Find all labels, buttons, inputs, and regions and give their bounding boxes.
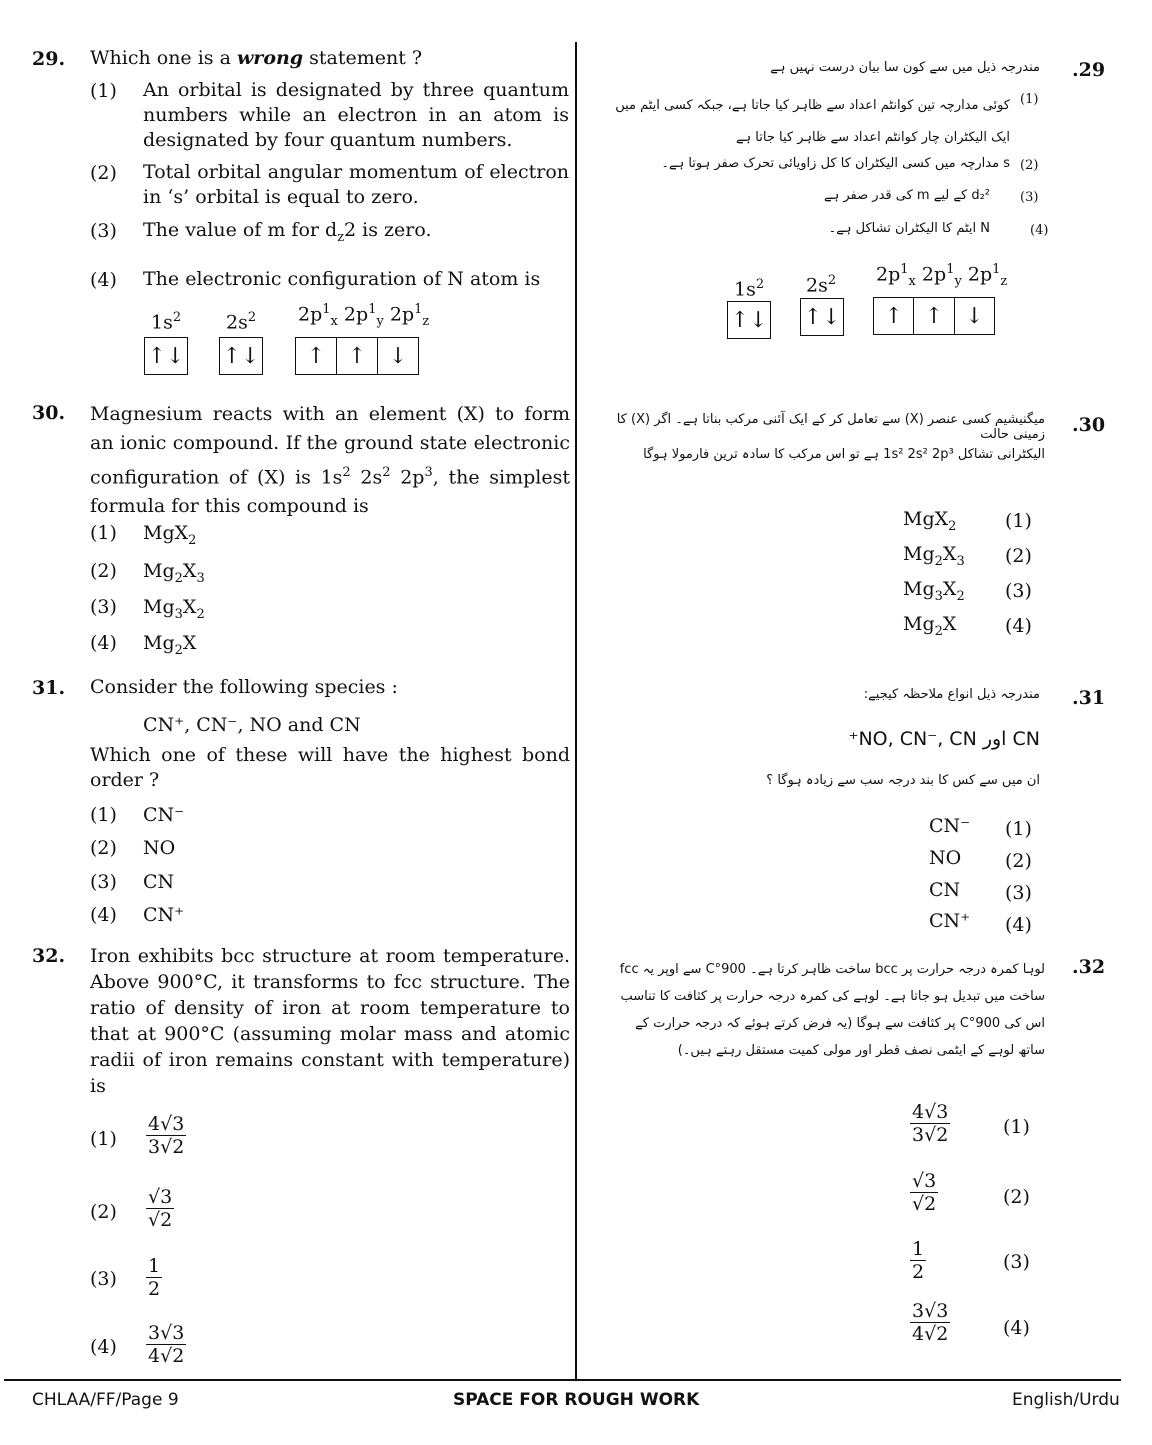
orbital-label-1s [151,310,181,333]
page-code: CHLAA/FF/Page 9 [32,1390,179,1410]
numerator: 4√3 [912,1101,949,1123]
orbital-box-2p [295,337,419,375]
option-text-part: The value of m for d [143,219,338,241]
label-text: 2s [806,274,828,297]
question-number-urdu: .29 [1072,59,1106,81]
orbital-label-1s [734,277,764,300]
option-text: CN [929,879,961,901]
subscript: 3 [934,588,943,604]
option-fraction [146,1255,162,1300]
option-number: (4) [1003,1317,1030,1339]
formula-part: Mg [143,596,175,618]
arrow-up-icon: ↑ [874,298,914,334]
option-number: (3) [1005,580,1032,602]
orbital-box-2s [219,337,263,375]
stem-text: 2p [390,466,425,489]
numerator: 4√3 [148,1113,185,1135]
denominator: 4√2 [912,1323,949,1345]
option-formula [143,522,196,548]
formula-part: X [942,543,957,565]
option-number: (2) [90,560,117,582]
formula-part: X [182,560,197,582]
question-stem-urdu: مندرجہ ذیل انواع ملاحظہ کیجیے: [863,687,1040,702]
option-text-urdu: d₂² کے لیے m کی قدر صفر ہے [824,188,990,203]
question-stem-urdu: میگنیشیم کسی عنصر (X) سے تعامل کر کے ایک آئنی مرکب بناتا ہے۔ اگر (X) کا زمینی حالت [616,412,1045,442]
stem-text: statement ? [303,47,423,69]
subscript: z [337,229,345,245]
superscript: 2 [382,465,391,480]
orbital-box-2s [800,298,844,336]
option-formula [903,508,956,534]
numerator: 3√3 [148,1322,185,1344]
arrow-pair-icon: ↑↓ [222,343,260,369]
option-text: An orbital is designated by three quantum numbers while an electron in an atom is designated by four quantum numbers. [143,79,569,151]
option-number: (3) [1020,190,1039,205]
option-number: (1) [90,1128,117,1150]
option-number: (2) [1005,545,1032,567]
species-list: CN⁺, CN⁻, NO and CN [143,714,361,736]
option-text-urdu: N ایٹم کا الیکٹران تشاکل ہے۔ [828,221,990,236]
orbital-box-1s [144,337,188,375]
subscript: 2 [934,623,943,639]
arrow-up-icon: ↑ [296,338,337,374]
option-fraction [910,1101,950,1146]
option-fraction [910,1300,950,1345]
option-formula [903,578,965,604]
option-number: (3) [1003,1251,1030,1273]
arrow-down-icon: ↓ [965,303,984,329]
superscript: 2 [247,310,257,325]
subscript: 2 [188,532,197,548]
option-number: (1) [1005,818,1032,840]
orbital-label-2s [226,310,256,333]
column-divider [575,42,577,1380]
option-number: (4) [1005,914,1032,936]
option-number: (1) [1020,92,1039,107]
subscript: 3 [196,570,205,586]
stem-text: Which one is a [90,47,237,69]
language-label: English/Urdu [1012,1390,1120,1410]
option-number: (3) [90,1268,117,1290]
arrow-up-icon: ↑ [337,338,378,374]
option-number: (3) [90,871,117,893]
option-text: CN [143,871,175,893]
arrow-pair-icon: ↑↓ [803,304,841,330]
option-text-urdu: s مدارچہ میں کسی الیکٹران کا کل زاویائی تحرک صفر ہوتا ہے۔ [661,156,1010,171]
subscript: 2 [174,642,183,658]
option-text: The electronic configuration of N atom is [143,268,541,290]
question-number: 32. [32,945,66,967]
stem-text: 2s [350,466,383,489]
option-text: CN⁻ [143,804,185,826]
superscript: 2 [342,465,351,480]
option-text: NO [143,837,176,859]
subscript: 2 [196,606,205,622]
subscript: 3 [956,553,965,569]
formula-part: MgX [143,522,189,544]
question-stem-urdu: ان میں سے کس کا بند درجہ سب سے زیادہ ہوگا ؟ [766,773,1040,788]
option-text: CN⁺ [929,910,971,932]
denominator: 4√2 [148,1345,185,1367]
orbital-box-2p [873,297,995,335]
option-number: (1) [1003,1116,1030,1138]
stem-emphasis: wrong [236,47,304,69]
denominator: 2 [148,1278,161,1300]
option-formula [903,543,965,569]
orbital-label-2p: $2p^1_x$ $2p^1_y$ $2p^1_z$ [298,302,430,330]
question-stem: Which one of these will have the highest bond order ? [90,744,570,791]
subscript: 2 [948,518,957,534]
question-number-urdu: .31 [1072,687,1106,709]
footer-rule [4,1379,1121,1381]
option-number: (3) [90,596,117,618]
question-stem-urdu: مندرجہ ذیل میں سے کون سا بیان درست نہیں ہے [770,60,1040,75]
option-formula [143,560,205,586]
formula-part: X [942,578,957,600]
superscript: 2 [827,273,837,288]
stem-text: Magnesium reacts with an element (X) to form an ionic compound. If the ground state electronic configuration of (X) is 1s [90,403,570,489]
numerator: √3 [912,1170,937,1192]
numerator: 3√3 [912,1300,949,1322]
rough-work-label: SPACE FOR ROUGH WORK [453,1390,700,1410]
option-number: (2) [1005,850,1032,872]
subscript: 2 [174,570,183,586]
option-fraction [146,1322,186,1367]
option-text-part: 2 is zero. [344,219,432,241]
formula-part: Mg [903,543,935,565]
question-number: 29. [32,48,66,70]
subscript: 2 [934,553,943,569]
option-text: NO [929,847,962,869]
option-number: (3) [1005,882,1032,904]
denominator: 3√2 [912,1124,949,1146]
option-number: (4) [90,632,117,654]
superscript: 3 [424,465,433,480]
option-text: Total orbital angular momentum of electron in ‘s’ orbital is equal to zero. [143,161,569,208]
option-text [143,218,569,250]
arrow-pair-icon: ↑↓ [147,343,185,369]
option-number: (2) [90,162,117,184]
question-stem-urdu: الیکٹرانی تشاکل 1s² 2s² 2p³ ہے تو اس مرکب کا سادہ ترین فارمولا ہوگا [643,447,1045,462]
option-fraction [910,1170,938,1215]
label-text: 1s [734,278,756,301]
option-number: (4) [1005,615,1032,637]
option-number: (2) [90,837,117,859]
option-number: (4) [90,904,117,926]
option-number: (4) [1030,223,1049,238]
formula-part: Mg [143,632,175,654]
question-number-urdu: .30 [1072,414,1106,436]
numerator: 1 [148,1255,161,1277]
arrow-pair-icon: ↑↓ [730,307,768,333]
question-stem [90,46,570,71]
formula-part: Mg [143,560,175,582]
orbital-label-2p: $2p^1_x$ $2p^1_y$ $2p^1_z$ [876,262,1008,290]
superscript: 2 [172,310,182,325]
question-number-urdu: .32 [1072,956,1106,978]
option-fraction [146,1113,186,1158]
formula-part: Mg [903,613,935,635]
option-text-urdu: کوئی مدارچہ تین کوانٹم اعداد سے ظاہر کیا جاتا ہے، جبکہ کسی ایٹم میں ایک الیکٹران چار کوانٹم اعداد سے ظاہر کیا جاتا ہے [615,98,1010,145]
option-number: (4) [90,1336,117,1358]
label-text: 1s [151,311,173,334]
option-number: (1) [90,522,117,544]
arrow-up-icon: ↑ [914,298,954,334]
question-stem-urdu: لوہا کمرہ درجہ حرارت پر bcc ساخت ظاہر کرتا ہے۔ 900°C سے اوپر یہ fcc ساخت میں تبدیل ہو جاتا ہے۔ لوہے کی کمرہ درجہ حرارت پر کثافت کا تناسب اس کی 900°C پر کثافت سے ہوگا (یہ فرض کرتے ہوئے کہ درجہ حرارت کے ساتھ لوہے کے ایٹمی نصف قطر اور مولی کمیت مستقل رہتے ہیں۔) [619,962,1045,1058]
species-list-urdu: CN اور NO, CN⁻, CN⁺ [848,728,1040,750]
option-text: CN⁻ [929,815,971,837]
subscript: 3 [174,606,183,622]
question-stem: Consider the following species : [90,676,398,698]
subscript: 2 [956,588,965,604]
question-number: 31. [32,677,66,699]
denominator: √2 [148,1209,173,1231]
formula-part: X [182,632,197,654]
question-stem: Iron exhibits bcc structure at room temperature. Above 900°C, it transforms to fcc structure. The ratio of density of iron at room temperature to that at 900°C (assuming molar mass and atomic radii of iron remains constant with temperature) is [90,945,570,1097]
formula-part: Mg [903,578,935,600]
option-number: (3) [90,220,117,242]
option-formula [143,596,205,622]
question-stem [90,400,570,521]
formula-part: X [942,613,957,635]
denominator: 2 [912,1261,925,1283]
denominator: √2 [912,1193,937,1215]
superscript: 2 [755,277,765,292]
denominator: 3√2 [148,1136,185,1158]
stem-text: , the simplest formula for this compound is [90,466,570,518]
option-number: (4) [90,269,117,291]
question-number: 30. [32,402,66,424]
option-number: (1) [1005,510,1032,532]
option-number: (1) [90,80,117,102]
arrow-down-icon: ↓ [388,343,408,369]
formula-part: MgX [903,508,949,530]
orbital-box-1s [727,301,771,339]
option-fraction [910,1238,926,1283]
label-text: 2s [226,311,248,334]
formula-part: X [182,596,197,618]
option-number: (2) [1003,1186,1030,1208]
option-number: (2) [90,1201,117,1223]
option-text: CN⁺ [143,904,185,926]
option-number: (1) [90,804,117,826]
numerator: 1 [912,1238,925,1260]
option-formula [143,632,196,658]
numerator: √3 [148,1186,173,1208]
orbital-label-2s [806,273,836,296]
option-fraction [146,1186,174,1231]
option-formula [903,613,956,639]
option-number: (2) [1020,158,1039,173]
